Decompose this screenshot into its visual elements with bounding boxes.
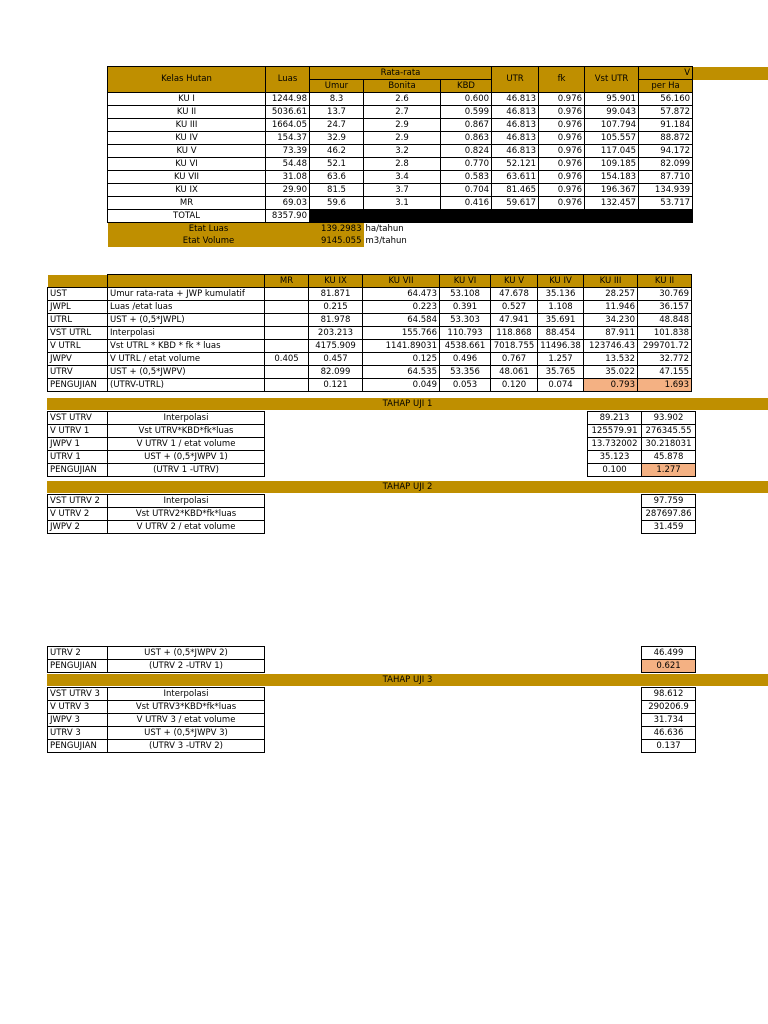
row-description: Vst UTRL * KBD * fk * luas <box>108 340 265 353</box>
header-luas: Luas <box>266 67 310 93</box>
table-row <box>48 425 768 438</box>
value-cell: 3.2 <box>364 145 441 158</box>
row-description: Interpolasi <box>108 327 265 340</box>
etat-luas-value: 139.2983 <box>310 223 364 236</box>
value-cell: 47.155 <box>638 366 692 379</box>
table-row <box>108 119 768 132</box>
row-description: V UTRV 3 / etat volume <box>108 714 265 727</box>
row-description: UST + (0,5*JWPV 2) <box>108 647 265 660</box>
value-cell: 31.734 <box>642 714 696 727</box>
value-cell: 88.454 <box>538 327 584 340</box>
row-code: UTRV 3 <box>48 727 108 740</box>
value-cell: 107.794 <box>585 119 639 132</box>
kelas-hutan-cell: KU V <box>108 145 266 158</box>
value-cell: 0.976 <box>539 132 585 145</box>
value-cell: 46.813 <box>492 93 539 106</box>
row-code: JWPV <box>48 353 108 366</box>
value-cell: 46.813 <box>492 145 539 158</box>
table-row <box>48 288 768 301</box>
table-row <box>48 314 768 327</box>
kelas-hutan-cell: KU VII <box>108 171 266 184</box>
value-cell: 31.459 <box>642 521 696 534</box>
value-cell <box>265 288 309 301</box>
row-code: VST UTRV 2 <box>48 495 108 508</box>
value-cell: 13.732002 <box>588 438 642 451</box>
value-cell: 81.465 <box>492 184 539 197</box>
value-cell: 101.838 <box>638 327 692 340</box>
header-per-ha: per Ha <box>639 80 693 93</box>
value-cell: 52.121 <box>492 158 539 171</box>
table-row <box>48 740 768 753</box>
table-row <box>48 660 768 673</box>
value-cell <box>265 366 309 379</box>
value-cell: 0.621 <box>642 660 696 673</box>
table-row <box>108 93 768 106</box>
row-description: Vst UTRV3*KBD*fk*luas <box>108 701 265 714</box>
value-cell: 88.872 <box>639 132 693 145</box>
value-cell: 134.939 <box>639 184 693 197</box>
header-utr: UTR <box>492 67 539 93</box>
value-cell: 0.824 <box>441 145 492 158</box>
value-cell: 53.717 <box>639 197 693 210</box>
value-cell: 1141.89031 <box>363 340 440 353</box>
table-row <box>48 464 768 477</box>
row-description: (UTRV 3 -UTRV 2) <box>108 740 265 753</box>
value-cell: 7018.755 <box>491 340 538 353</box>
value-cell: 89.213 <box>588 412 642 425</box>
value-cell: 47.941 <box>491 314 538 327</box>
value-cell: 0.496 <box>440 353 491 366</box>
value-cell: 82.099 <box>309 366 363 379</box>
row-code: JWPV 2 <box>48 521 108 534</box>
value-cell: 52.1 <box>310 158 364 171</box>
value-cell: 1.257 <box>538 353 584 366</box>
value-cell: 35.123 <box>588 451 642 464</box>
value-cell: 54.48 <box>266 158 310 171</box>
table-row <box>108 106 768 119</box>
value-cell: 94.172 <box>639 145 693 158</box>
value-cell: 35.765 <box>538 366 584 379</box>
value-cell: 0.770 <box>441 158 492 171</box>
value-cell: 1244.98 <box>266 93 310 106</box>
table-row <box>48 412 768 425</box>
header-fk: fk <box>539 67 585 93</box>
value-cell: 3.4 <box>364 171 441 184</box>
value-cell: 125579.91 <box>588 425 642 438</box>
value-cell: 2.7 <box>364 106 441 119</box>
uji1-table <box>47 411 768 477</box>
value-cell: 53.303 <box>440 314 491 327</box>
value-cell: 4175.909 <box>309 340 363 353</box>
value-cell: 118.868 <box>491 327 538 340</box>
value-cell: 5036.61 <box>266 106 310 119</box>
row-code: JWPL <box>48 301 108 314</box>
value-cell: 63.611 <box>492 171 539 184</box>
value-cell: 2.6 <box>364 93 441 106</box>
kelas-hutan-cell: KU IV <box>108 132 266 145</box>
etat-luas-unit: ha/tahun <box>365 223 404 234</box>
value-cell: 13.7 <box>310 106 364 119</box>
value-cell: 203.213 <box>309 327 363 340</box>
value-cell: 0.074 <box>538 379 584 392</box>
value-cell: 46.499 <box>642 647 696 660</box>
value-cell: 110.793 <box>440 327 491 340</box>
value-cell: 287697.86 <box>642 508 696 521</box>
row-code: PENGUJIAN <box>48 740 108 753</box>
value-cell: 290206.9 <box>642 701 696 714</box>
table-row <box>108 145 768 158</box>
value-cell <box>265 379 309 392</box>
total-luas: 8357.90 <box>266 210 310 223</box>
etat-volume-value: 9145.055 <box>310 235 364 247</box>
value-cell: 0.976 <box>539 184 585 197</box>
value-cell: 13.532 <box>584 353 638 366</box>
table-row <box>108 184 768 197</box>
value-cell: 32.9 <box>310 132 364 145</box>
value-cell: 81.5 <box>310 184 364 197</box>
value-cell: 91.184 <box>639 119 693 132</box>
value-cell: 0.793 <box>584 379 638 392</box>
table-row <box>48 327 768 340</box>
table-row <box>48 301 768 314</box>
tahap-uji-2-band: TAHAP UJI 2 <box>47 481 768 493</box>
value-cell: 276345.55 <box>642 425 696 438</box>
row-description: Interpolasi <box>108 688 265 701</box>
kelas-hutan-cell: KU VI <box>108 158 266 171</box>
col-ku-iv: KU IV <box>538 275 584 288</box>
value-cell: 0.976 <box>539 158 585 171</box>
value-cell: 30.769 <box>638 288 692 301</box>
value-cell: 0.976 <box>539 93 585 106</box>
value-cell: 0.416 <box>441 197 492 210</box>
value-cell: 56.160 <box>639 93 693 106</box>
value-cell: 11496.38 <box>538 340 584 353</box>
value-cell: 57.872 <box>639 106 693 119</box>
row-code: PENGUJIAN <box>48 660 108 673</box>
row-code: V UTRL <box>48 340 108 353</box>
value-cell: 8.3 <box>310 93 364 106</box>
row-description: UST + (0,5*JWPL) <box>108 314 265 327</box>
row-description: Vst UTRV2*KBD*fk*luas <box>108 508 265 521</box>
col-ku-v: KU V <box>491 275 538 288</box>
col-mr: MR <box>265 275 309 288</box>
value-cell: 69.03 <box>266 197 310 210</box>
tahap-uji-3-band: TAHAP UJI 3 <box>47 674 768 686</box>
row-code: VST UTRL <box>48 327 108 340</box>
row-description: (UTRV-UTRL) <box>108 379 265 392</box>
kelas-hutan-table <box>107 66 768 247</box>
row-code: V UTRV 3 <box>48 701 108 714</box>
value-cell: 35.136 <box>538 288 584 301</box>
row-description: UST + (0,5*JWPV 3) <box>108 727 265 740</box>
table-row <box>48 438 768 451</box>
value-cell: 3.7 <box>364 184 441 197</box>
value-cell: 30.218031 <box>642 438 696 451</box>
value-cell: 0.976 <box>539 145 585 158</box>
row-description: V UTRL / etat volume <box>108 353 265 366</box>
value-cell: 4538.661 <box>440 340 491 353</box>
row-code: VST UTRV <box>48 412 108 425</box>
kelas-hutan-cell: KU IX <box>108 184 266 197</box>
col-ku-ii: KU II <box>638 275 692 288</box>
row-code: UTRL <box>48 314 108 327</box>
value-cell: 82.099 <box>639 158 693 171</box>
value-cell: 31.08 <box>266 171 310 184</box>
value-cell: 46.813 <box>492 106 539 119</box>
row-description: (UTRV 2 -UTRV 1) <box>108 660 265 673</box>
value-cell: 63.6 <box>310 171 364 184</box>
table-row <box>48 495 768 508</box>
value-cell: 46.813 <box>492 119 539 132</box>
row-description: (UTRV 1 -UTRV) <box>108 464 265 477</box>
value-cell: 299701.72 <box>638 340 692 353</box>
col-ku-iii: KU III <box>584 275 638 288</box>
value-cell: 0.137 <box>642 740 696 753</box>
table-row <box>48 451 768 464</box>
uji3-table <box>47 687 768 753</box>
table-row <box>48 340 768 353</box>
value-cell <box>265 327 309 340</box>
row-code: PENGUJIAN <box>48 464 108 477</box>
value-cell: 59.617 <box>492 197 539 210</box>
value-cell: 34.230 <box>584 314 638 327</box>
value-cell: 0.976 <box>539 119 585 132</box>
row-description: Interpolasi <box>108 412 265 425</box>
col-ku-vii: KU VII <box>363 275 440 288</box>
value-cell: 97.759 <box>642 495 696 508</box>
value-cell: 36.157 <box>638 301 692 314</box>
value-cell: 0.120 <box>491 379 538 392</box>
value-cell: 0.599 <box>441 106 492 119</box>
value-cell: 132.457 <box>585 197 639 210</box>
value-cell: 2.9 <box>364 119 441 132</box>
value-cell: 1.277 <box>642 464 696 477</box>
table-row <box>108 197 768 210</box>
value-cell: 64.584 <box>363 314 440 327</box>
value-cell: 0.527 <box>491 301 538 314</box>
value-cell: 154.183 <box>585 171 639 184</box>
value-cell: 73.39 <box>266 145 310 158</box>
value-cell: 0.704 <box>441 184 492 197</box>
value-cell: 64.535 <box>363 366 440 379</box>
table-row <box>48 701 768 714</box>
table-row <box>108 158 768 171</box>
value-cell: 155.766 <box>363 327 440 340</box>
value-cell: 46.2 <box>310 145 364 158</box>
value-cell: 53.108 <box>440 288 491 301</box>
value-cell: 0.391 <box>440 301 491 314</box>
table-row <box>48 379 768 392</box>
value-cell: 105.557 <box>585 132 639 145</box>
value-cell: 0.053 <box>440 379 491 392</box>
header-kbd: KBD <box>441 80 492 93</box>
table-row <box>48 521 768 534</box>
table-row <box>48 727 768 740</box>
table-row <box>48 366 768 379</box>
value-cell: 109.185 <box>585 158 639 171</box>
value-cell <box>265 340 309 353</box>
row-code: VST UTRV 3 <box>48 688 108 701</box>
row-code: V UTRV 2 <box>48 508 108 521</box>
value-cell: 32.772 <box>638 353 692 366</box>
value-cell: 95.901 <box>585 93 639 106</box>
value-cell: 0.121 <box>309 379 363 392</box>
row-code: UST <box>48 288 108 301</box>
value-cell: 0.049 <box>363 379 440 392</box>
table-row <box>48 714 768 727</box>
value-cell: 46.813 <box>492 132 539 145</box>
value-cell: 0.223 <box>363 301 440 314</box>
value-cell: 0.405 <box>265 353 309 366</box>
header-rata-rata: Rata-rata <box>310 67 492 80</box>
row-description: UST + (0,5*JWPV 1) <box>108 451 265 464</box>
table-row <box>48 688 768 701</box>
row-code: UTRV <box>48 366 108 379</box>
table-row <box>48 353 768 366</box>
header-kelas-hutan: Kelas Hutan <box>108 67 266 93</box>
value-cell: 117.045 <box>585 145 639 158</box>
kelas-hutan-cell: MR <box>108 197 266 210</box>
total-label: TOTAL <box>108 210 266 223</box>
value-cell: 35.022 <box>584 366 638 379</box>
row-code: UTRV 1 <box>48 451 108 464</box>
header-gold-extension <box>693 67 768 80</box>
value-cell: 0.215 <box>309 301 363 314</box>
kelas-hutan-cell: KU I <box>108 93 266 106</box>
row-code: PENGUJIAN <box>48 379 108 392</box>
row-description: Vst UTRV*KBD*fk*luas <box>108 425 265 438</box>
value-cell: 0.976 <box>539 106 585 119</box>
value-cell: 98.612 <box>642 688 696 701</box>
value-cell: 29.90 <box>266 184 310 197</box>
value-cell: 81.978 <box>309 314 363 327</box>
value-cell: 81.871 <box>309 288 363 301</box>
etat-luas-label: Etat Luas <box>108 223 310 236</box>
tahap-uji-1-band: TAHAP UJI 1 <box>47 398 768 410</box>
value-cell: 2.9 <box>364 132 441 145</box>
header-volume-cut: V <box>639 67 693 80</box>
value-cell: 53.356 <box>440 366 491 379</box>
kelas-hutan-cell: KU II <box>108 106 266 119</box>
value-cell: 154.37 <box>266 132 310 145</box>
value-cell: 35.691 <box>538 314 584 327</box>
value-cell: 0.863 <box>441 132 492 145</box>
value-cell: 2.8 <box>364 158 441 171</box>
value-cell: 11.946 <box>584 301 638 314</box>
row-description: V UTRV 2 / etat volume <box>108 521 265 534</box>
value-cell: 24.7 <box>310 119 364 132</box>
value-cell: 0.457 <box>309 353 363 366</box>
header-umur: Umur <box>310 80 364 93</box>
value-cell: 47.678 <box>491 288 538 301</box>
row-code: JWPV 1 <box>48 438 108 451</box>
value-cell: 0.583 <box>441 171 492 184</box>
table-row <box>48 647 768 660</box>
value-cell <box>265 301 309 314</box>
uji2-table <box>47 494 768 534</box>
col-ku-vi: KU VI <box>440 275 491 288</box>
calculation-table <box>47 274 768 392</box>
row-code: UTRV 2 <box>48 647 108 660</box>
value-cell: 28.257 <box>584 288 638 301</box>
value-cell <box>265 314 309 327</box>
value-cell: 1.693 <box>638 379 692 392</box>
value-cell: 93.902 <box>642 412 696 425</box>
value-cell: 1.108 <box>538 301 584 314</box>
value-cell: 0.125 <box>363 353 440 366</box>
table-row <box>48 508 768 521</box>
value-cell: 0.100 <box>588 464 642 477</box>
value-cell: 64.473 <box>363 288 440 301</box>
value-cell: 59.6 <box>310 197 364 210</box>
row-description: Umur rata-rata + JWP kumulatif <box>108 288 265 301</box>
value-cell: 196.367 <box>585 184 639 197</box>
value-cell: 45.878 <box>642 451 696 464</box>
value-cell: 87.710 <box>639 171 693 184</box>
table-row <box>108 171 768 184</box>
value-cell: 46.636 <box>642 727 696 740</box>
row-description: V UTRV 1 / etat volume <box>108 438 265 451</box>
header-vst-utr: Vst UTR <box>585 67 639 93</box>
row-description: Luas /etat luas <box>108 301 265 314</box>
etat-volume-label: Etat Volume <box>108 235 310 247</box>
value-cell: 48.061 <box>491 366 538 379</box>
value-cell: 0.600 <box>441 93 492 106</box>
col-ku-ix: KU IX <box>309 275 363 288</box>
value-cell: 48.848 <box>638 314 692 327</box>
value-cell: 123746.43 <box>584 340 638 353</box>
row-code: JWPV 3 <box>48 714 108 727</box>
etat-volume-unit: m3/tahun <box>365 235 407 246</box>
row-code: V UTRV 1 <box>48 425 108 438</box>
utrv2-table <box>47 646 768 673</box>
value-cell: 0.976 <box>539 171 585 184</box>
value-cell: 99.043 <box>585 106 639 119</box>
value-cell: 1664.05 <box>266 119 310 132</box>
row-description: Interpolasi <box>108 495 265 508</box>
value-cell: 0.867 <box>441 119 492 132</box>
value-cell: 3.1 <box>364 197 441 210</box>
header-bonita: Bonita <box>364 80 441 93</box>
value-cell: 0.767 <box>491 353 538 366</box>
kelas-hutan-cell: KU III <box>108 119 266 132</box>
value-cell: 0.976 <box>539 197 585 210</box>
row-description: UST + (0,5*JWPV) <box>108 366 265 379</box>
value-cell: 87.911 <box>584 327 638 340</box>
table-row <box>108 132 768 145</box>
